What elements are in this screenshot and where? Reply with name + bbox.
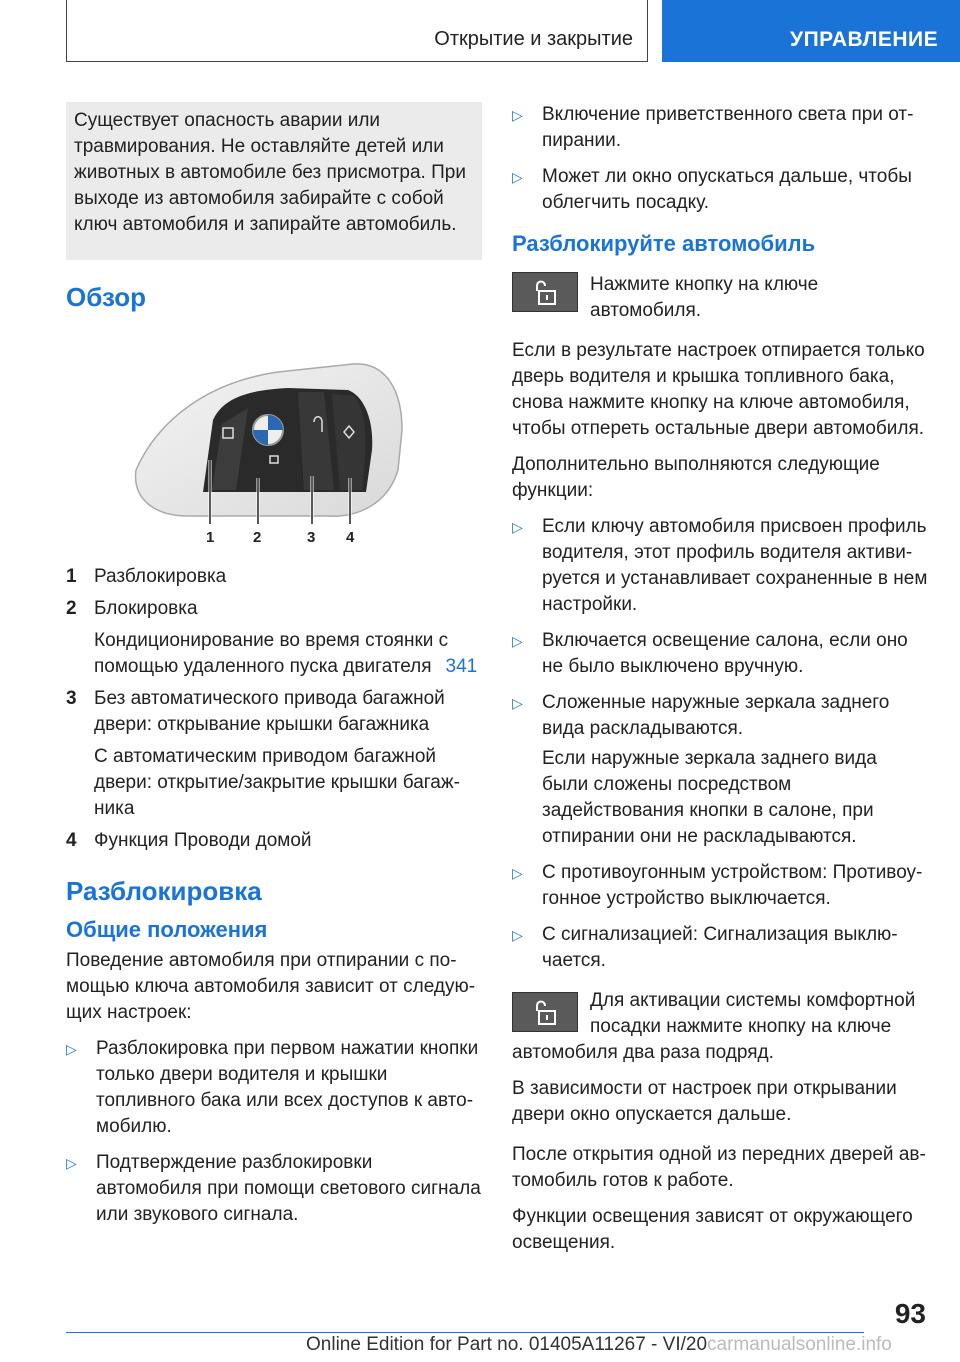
- paragraph: В зависимости от настроек при открывании двери окно опускается дальше.: [512, 1078, 897, 1125]
- header-chapter-title: УПРАВЛЕНИЕ: [790, 28, 939, 51]
- unlock-car-heading: Разблокируйте автомобиль: [512, 231, 816, 256]
- list-item: ▷ С сигнализацией: Сигнализация выключается.: [512, 922, 928, 974]
- press-text: Нажмите кнопку на ключе автомобиля.: [590, 274, 819, 321]
- legend-item-3: [66, 686, 482, 738]
- triangle-bullet-icon: ▷: [512, 633, 523, 649]
- list-item: ▷ Разблокировка при первом нажатии кнопки только двери водителя и крышки топливного бака или всех доступов к автомобилю.: [66, 1036, 482, 1140]
- list-subtext: Если наружные зеркала заднего вида были сложены посредством задействования кнопки в салоне, при отпирании они не раскладываются.: [542, 748, 877, 847]
- warning-box: [66, 102, 482, 260]
- legend-text: Разблокировка: [94, 566, 227, 587]
- list-item: ▷ Включение приветственного света при отпирании.: [512, 102, 928, 154]
- left-column: [66, 102, 482, 1238]
- legend-number: 4: [66, 830, 77, 851]
- key-label-4: 4: [346, 529, 355, 546]
- paragraph: Дополнительно выполняются следующие функции:: [512, 454, 880, 501]
- legend-text: Функция Проводи домой: [94, 830, 312, 851]
- legend-subtext: С автоматическим приводом багажной двери: открытие/закрытие крышки багажника: [94, 746, 460, 819]
- key-label-2: 2: [253, 529, 262, 546]
- legend-item-1: [66, 564, 482, 590]
- overview-heading: Обзор: [66, 282, 146, 312]
- page-number: 93: [894, 1298, 926, 1329]
- triangle-bullet-icon: ▷: [512, 865, 523, 881]
- edition-text: Online Edition for Part no. 01405A11267 - VI/20: [306, 1334, 708, 1355]
- key-label-1: 1: [206, 529, 215, 546]
- paragraph: После открытия одной из передних дверей автомобиль готов к работе.: [512, 1144, 926, 1191]
- legend-text: Без автоматического привода багажной двери: открывание крышки багажника: [94, 688, 445, 735]
- triangle-bullet-icon: ▷: [512, 107, 523, 123]
- triangle-bullet-icon: ▷: [66, 1041, 77, 1057]
- header-chapter-tab: [662, 0, 960, 62]
- legend-item-2: [66, 596, 482, 622]
- list-item: ▷ Если ключу автомобиля присвоен профиль водителя, этот профиль водителя активируется и устанавливает сохраненные в нем настройки.: [512, 514, 928, 618]
- legend-subtext: Кондиционирование во время стоянки с помощью удаленного пуска двигателя 341: [94, 630, 478, 677]
- watermark-text: carmanualsonline.info: [707, 1334, 892, 1355]
- list-item: ▷ Сложенные наружные зеркала заднего вида раскладываются.: [512, 690, 928, 742]
- unlock-heading: Разблокировка: [66, 876, 262, 906]
- warning-text: Существует опасность аварии или травмирования. Не оставляйте детей или животных в автомобиле без присмотра. При выходе из автомобиля забирайте с собой ключ автомобиля и запирайте автомобиль.: [74, 110, 466, 235]
- list-item: ▷ Подтверждение разблокировки автомобиля при помощи светового сигнала или звукового сигнала.: [66, 1150, 482, 1228]
- general-heading: Общие положения: [66, 917, 268, 942]
- footer-edition: [306, 1334, 892, 1356]
- triangle-bullet-icon: ▷: [66, 1155, 77, 1171]
- legend-number: 1: [66, 566, 77, 587]
- key-label-3: 3: [307, 529, 316, 546]
- right-column: [512, 102, 928, 1266]
- comfort-text: Для активации системы комфортной посадки нажмите кнопку на ключе автомобиля два раза подряд.: [512, 990, 916, 1063]
- page-reference-link[interactable]: 341: [445, 656, 478, 677]
- list-item: ▷ Может ли окно опускаться дальше, чтобы облегчить посадку.: [512, 164, 928, 216]
- list-item: ▷ Включается освещение салона, если оно не было выключено вручную.: [512, 628, 928, 680]
- unlock-button-icon: [512, 992, 578, 1032]
- comfort-instruction: [512, 988, 928, 1066]
- legend-number: 3: [66, 688, 77, 709]
- footer-divider: [66, 1332, 864, 1333]
- header-section-box: [66, 0, 648, 62]
- triangle-bullet-icon: ▷: [512, 519, 523, 535]
- paragraph: Если в результате настроек отпирается только дверь водителя и крышка топливного бака, снова нажмите кнопку на ключе автомобиля, чтобы отпереть остальные двери автомобиля.: [512, 340, 925, 439]
- legend-number: 2: [66, 598, 77, 619]
- car-key-image: [128, 360, 428, 550]
- triangle-bullet-icon: ▷: [512, 695, 523, 711]
- unlock-instruction: [512, 272, 928, 324]
- paragraph: Функции освещения зависят от окружающего освещения.: [512, 1206, 913, 1253]
- legend-item-4: [66, 828, 482, 854]
- triangle-bullet-icon: ▷: [512, 169, 523, 185]
- list-item: ▷ С противоугонным устройством: Противоугонное устройство выключается.: [512, 860, 928, 912]
- header-section-title: Открытие и закрытие: [434, 28, 633, 50]
- triangle-bullet-icon: ▷: [512, 927, 523, 943]
- unlock-button-icon: [512, 272, 578, 312]
- legend-text: Блокировка: [94, 598, 198, 619]
- general-text: Поведение автомобиля при отпирании с помощью ключа автомобиля зависит от следующих настроек:: [66, 950, 476, 1023]
